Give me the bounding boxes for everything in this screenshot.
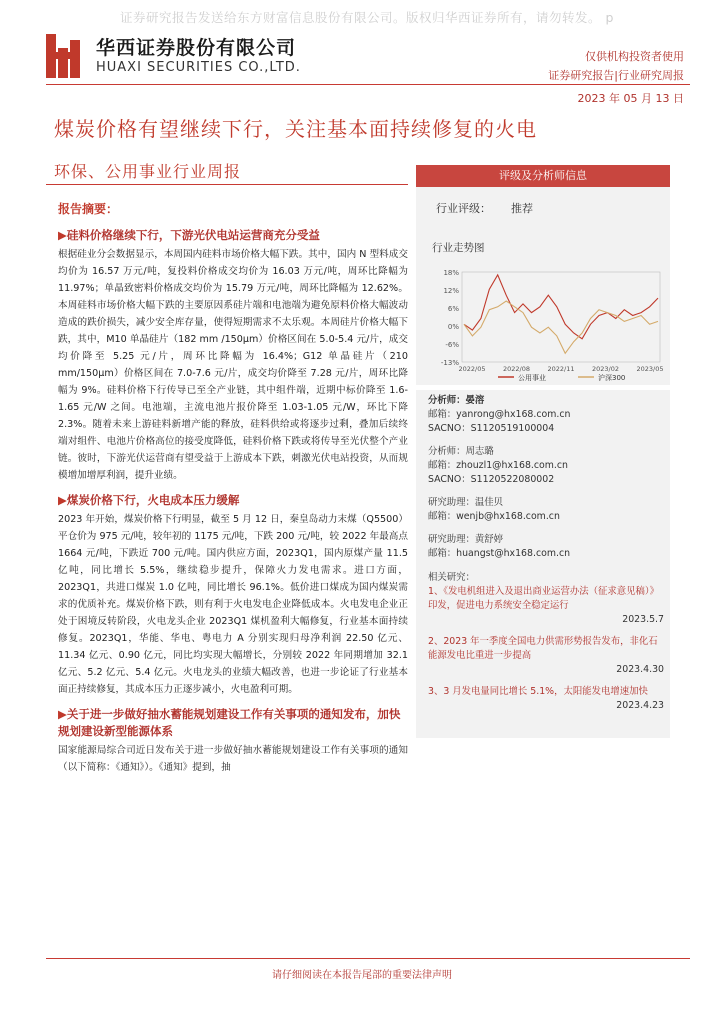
section-heading-text: 煤炭价格下行，火电成本压力缓解: [66, 493, 240, 507]
triangle-bullet-icon: ▶: [58, 228, 67, 242]
analyst-sacno: SACNO：S1120519100004: [428, 423, 555, 434]
report-date: 2023 年 05 月 13 日: [577, 92, 684, 105]
y-tick-label: 12%: [443, 287, 459, 295]
report-category: 证券研究报告|行业研究周报: [548, 69, 684, 82]
y-tick-label: 6%: [447, 305, 459, 313]
related-research-title: 相关研究：: [428, 572, 475, 583]
analyst-list: [428, 394, 664, 721]
triangle-bullet-icon: ▶: [58, 493, 67, 507]
section-body: 国家能源局综合司近日发布关于进一步做好抽水蓄能规划建设工作有关事项的通知（以下简称：《通知》）。《通知》提到，抽: [58, 745, 408, 773]
audience-note: 仅供机构投资者使用: [585, 50, 684, 63]
industry-trend-chart: [428, 262, 670, 382]
summary-column: [58, 200, 408, 782]
subtitle-divider: [46, 184, 408, 185]
x-tick-label: 2022/11: [547, 365, 575, 373]
summary-label: 报告摘要：: [58, 202, 119, 216]
huaxi-logo-icon: [46, 34, 82, 78]
brand-name-cn: 华西证券股份有限公司: [96, 37, 297, 59]
analyst-role: 分析师：周志璐: [428, 446, 494, 457]
y-tick-label: -13%: [440, 359, 459, 367]
section-heading: [58, 227, 408, 244]
related-research-date: 2023.4.30: [616, 664, 664, 675]
industry-rating: [436, 200, 533, 216]
related-research-date: 2023.5.7: [622, 614, 664, 625]
y-tick-label: -6%: [445, 341, 459, 349]
report-title: 煤炭价格有望继续下行，关注基本面持续修复的火电: [54, 117, 537, 141]
related-research-item[interactable]: 3、3 月发电量同比增长 5.1%，太阳能发电增速加快: [428, 686, 648, 697]
rating-label: 行业评级：: [436, 202, 491, 215]
rating-value: 推荐: [511, 202, 533, 215]
related-research-item[interactable]: 2、2023 年一季度全国电力供需形势报告发布，非化石能源发电比重进一步提高: [428, 636, 658, 661]
analyst-role: 分析师：晏溶: [428, 395, 485, 406]
related-research-date: 2023.4.23: [616, 700, 664, 711]
legend-label-utilities: 公用事业: [518, 374, 546, 382]
y-tick-label: 0%: [447, 323, 459, 331]
section-heading-text: 关于进一步做好抽水蓄能规划建设工作有关事项的通知发布，加快规划建设新型能源体系: [58, 707, 401, 738]
analyst-email[interactable]: 邮箱：wenjb@hx168.com.cn: [428, 511, 560, 522]
x-tick-label: 2023/05: [636, 365, 664, 373]
analyst-email[interactable]: 邮箱：zhouzl1@hx168.com.cn: [428, 460, 568, 471]
rating-box-header: 评级及分析师信息: [416, 165, 670, 187]
x-tick-label: 2022/08: [502, 365, 531, 373]
trend-chart-title: 行业走势图: [432, 242, 485, 254]
section-body: 根据硅业分会数据显示，本周国内硅料市场价格大幅下跌。其中，国内 N 型料成交均价为 16.57 万元/吨，复投料价格成交均价为 16.03 万元/吨，周环比降幅为 11.97%；单晶致密料价格成交均价为 15.79 万元/吨，周环比降幅为 12.62%。本周硅料市场价格大幅下跌的主要原因系硅片端和电池端为避免原料价格大幅波动造成的跌价损失，减少安全库存量，使得短期需求不太乐观。本周硅片价格大幅下跌，其中，M10 单晶硅片（182 mm /150μm）价格区间在 5.0-5.4 元/片，成交均价降至 5.25 元/片，周环比降幅为 16.4%；G12 单晶硅片（210 mm/150μm）价格区间在 7.0-7.6 元/片，成交均价降至 7.28 元/片，周环比降幅为 9%。硅料价格下行传导已至全产业链，其中组件端，近期中标价降至 1.6-1.65 元/W 之间。电池端，主流电池片报价降至 1.03-1.05 元/W，环比下降 2.3%。随着未来上游硅料新增产能的释放，硅料供给或将逐步过剩，叠加后续终端对组件、电池片价格高位的接受度降低，硅料价格下跌或将传导至光伏整个产业链。彼时，下游光伏运营商有望受益于上游成本下跌，刺激光伏电站投资，从而规模增加增厚利润，提升业绩。: [58, 249, 408, 481]
related-research-item[interactable]: 1、《发电机组进入及退出商业运营办法（征求意见稿）》印发，促进电力系统安全稳定运行: [428, 586, 659, 611]
series-line-utilities: [464, 275, 658, 339]
report-subtitle: 环保、公用事业行业周报: [54, 162, 242, 181]
footer-divider: [46, 958, 690, 959]
legend-label-csi300: 沪深300: [598, 374, 626, 382]
x-tick-label: 2022/05: [458, 365, 486, 373]
y-tick-label: 18%: [443, 269, 459, 277]
triangle-bullet-icon: ▶: [58, 707, 67, 721]
brand-name-en: HUAXI SECURITIES CO.,LTD.: [96, 60, 301, 75]
analyst-role: 研究助理：黄舒婷: [428, 534, 504, 545]
analyst-email[interactable]: 邮箱：huangst@hx168.com.cn: [428, 548, 571, 559]
section-heading-text: 硅料价格继续下行，下游光伏电站运营商充分受益: [66, 228, 320, 242]
x-tick-label: 2023/02: [591, 365, 620, 373]
analyst-role: 研究助理：温佳贝: [428, 497, 504, 508]
analyst-email[interactable]: 邮箱：yanrong@hx168.com.cn: [428, 409, 571, 420]
legal-footer: 请仔细阅读在本报告尾部的重要法律声明: [272, 970, 452, 981]
analyst-sacno: SACNO：S1120522080002: [428, 474, 555, 485]
section-body: 2023 年开始，煤炭价格下行明显，截至 5 月 12 日，秦皇岛动力末煤（Q5500）平仓价为 975 元/吨，较年初的 1175 元/吨，下跌 200 元/吨，较 2022 年最高点 1664 元/吨，下跌近 700 元/吨。国内供应方面，2023Q1，国内原煤产量 11.5 亿吨，同比增长 5.5%，继续稳步提升，保障火力发电需求。进口方面，2023Q1，共进口煤炭 1.0 亿吨，同比增长 96.1%。低价进口煤成为国内煤炭需求的优质补充。煤炭价格下跌，则有利于火电发电企业降低成本。火电发电企业正处于困境反转阶段，火电龙头企业 2023Q1 煤机盈利大幅修复，行业基本面持续修复。2023Q1，华能、华电、粤电力 A 分别实现归母净利润 22.50 亿元、11.34 亿元、0.90 亿元，同比均实现大幅增长，分别较 2022 年同期增加 32.1 亿元、5.2 亿元、5.4 亿元。火电龙头的业绩大幅改善，也进一步论证了行业基本面正持续修复，其成本压力正逐步减小，火电盈利可期。: [58, 514, 408, 695]
section-heading: [58, 706, 408, 740]
series-line-csi300: [464, 301, 658, 353]
section-heading: [58, 492, 408, 509]
watermark: 证券研究报告发送给东方财富信息股份有限公司。版权归华西证券所有，请勿转发。 p: [120, 10, 614, 25]
header-divider: [46, 84, 690, 85]
